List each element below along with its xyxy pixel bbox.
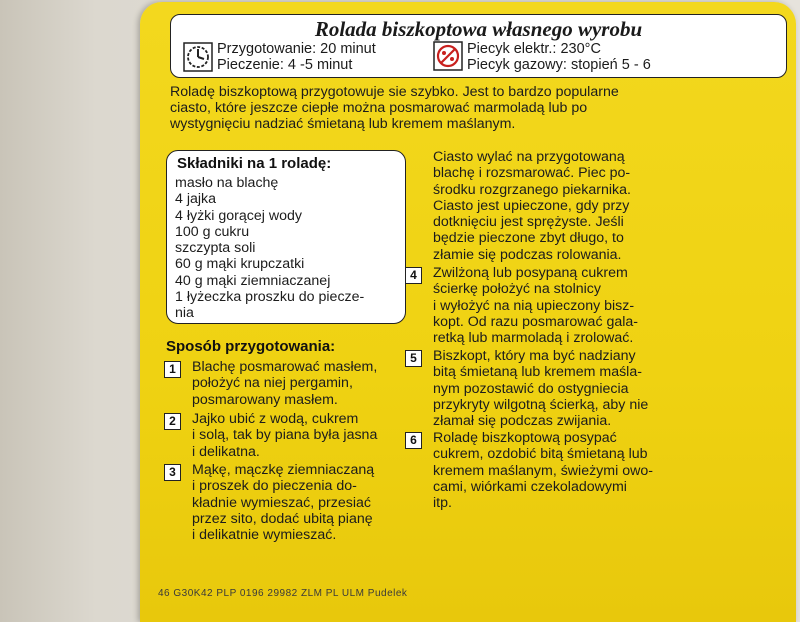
step-text: [192, 411, 402, 460]
step-line: cukrem, ozdobić bitą śmietaną lub: [433, 446, 648, 463]
step-text: [192, 462, 402, 543]
oven-temperature-icon: [433, 41, 463, 71]
step-line: Roladę biszkoptową posypać: [433, 430, 617, 446]
oven-gas-level: Piecyk gazowy: stopień 5 - 6: [467, 57, 651, 73]
ingredients-box: [166, 150, 406, 324]
ingredient-item: szczypta soli: [175, 240, 256, 257]
step-number: 4: [405, 267, 422, 284]
card-footer-code: 46 G30K42 PLP 0196 29982 ZLM PL ULM Pudelek: [158, 588, 408, 599]
recipe-title: Rolada biszkoptowa własnego wyrobu: [314, 17, 643, 41]
ingredient-item: 100 g cukru: [175, 223, 250, 240]
step-line: retką lub marmoladą i zrolować.: [433, 330, 634, 347]
method-title: Sposób przygotowania:: [166, 338, 336, 355]
step-line: Zwilżoną lub posypaną cukrem: [433, 265, 628, 281]
step-number: 2: [164, 413, 181, 430]
step-line: położyć na niej pergamin,: [192, 375, 353, 392]
step-line: i delikatna.: [192, 443, 260, 460]
step-line: cami, wiórkami czekoladowymi: [433, 478, 627, 495]
intro-line: ciasto, które jeszcze ciepłe można posmarować marmoladą lub po: [170, 100, 588, 116]
step-line: dotknięciu jest sprężyste. Jeśli: [433, 214, 624, 231]
step-line: itp.: [433, 495, 452, 512]
step-number: 6: [405, 432, 422, 449]
step-text: [192, 359, 402, 408]
bake-time: Pieczenie: 4 -5 minut: [217, 57, 353, 73]
step-line: kładnie wymieszać, przesiać: [192, 494, 371, 511]
step-number: 1: [164, 361, 181, 378]
step-line: środku rozgrzanego piekarnika.: [433, 181, 631, 198]
step-line: przykryty wilgotną ścierką, aby nie: [433, 396, 649, 413]
step-line: i wyłożyć na nią upieczony bisz-: [433, 297, 635, 314]
step-line: kremem maślanym, świeżymi owo-: [433, 462, 653, 479]
intro-line: wystygnięciu nadziać śmietaną lub kremem maślanym.: [170, 116, 516, 132]
step-line: Blachę posmarować masłem,: [192, 359, 378, 375]
step-line: kopt. Od razu posmarować gala-: [433, 313, 639, 330]
step-line: i delikatnie wymieszać.: [192, 527, 337, 544]
ingredient-item: 40 g mąki ziemniaczanej: [175, 272, 331, 289]
step-line: będzie pieczone zbyt długo, to: [433, 230, 624, 247]
ingredient-item: 4 jajka: [175, 191, 217, 208]
step-line: posmarowany masłem.: [192, 391, 338, 408]
ingredient-item: nia: [175, 305, 194, 322]
recipe-header-box: [170, 14, 787, 78]
ingredient-item: 1 łyżeczka proszku do piecze-: [175, 289, 365, 306]
step-line: Mąkę, mączkę ziemniaczaną: [192, 462, 375, 478]
oven-electric-temp: Piecyk elektr.: 230°C: [467, 41, 601, 57]
prep-time: Przygotowanie: 20 minut: [217, 41, 376, 57]
ingredient-item: 4 łyżki gorącej wody: [175, 207, 302, 224]
step-line: bitą śmietaną lub kremem maśla-: [433, 364, 642, 381]
ingredient-item: masło na blachę: [175, 175, 279, 191]
step-line: nym pozostawić do ostygniecia: [433, 380, 629, 397]
step-number: 5: [405, 350, 422, 367]
clock-icon: [183, 42, 213, 72]
step-line: Ciasto wylać na przygotowaną: [433, 149, 625, 165]
step-text: [433, 265, 665, 346]
step-text: [433, 430, 665, 511]
ingredient-item: 60 g mąki krupczatki: [175, 256, 305, 273]
step-text: [433, 149, 665, 263]
step-line: blachę i rozsmarować. Piec po-: [433, 165, 631, 182]
step-number: 3: [164, 464, 181, 481]
step-line: Ciasto jest upieczone, gdy przy: [433, 197, 630, 214]
intro-text: [170, 84, 770, 132]
recipe-card: [140, 2, 796, 622]
step-line: i solą, tak by piana była jasna: [192, 427, 378, 444]
ingredients-list: [175, 175, 364, 322]
step-line: przez sito, dodać ubitą pianę: [192, 510, 373, 527]
step-line: i proszek do pieczenia do-: [192, 478, 357, 495]
step-line: ścierkę położyć na stolnicy: [433, 281, 601, 298]
step-line: złamał się podczas zwijania.: [433, 413, 612, 430]
step-text: [433, 348, 665, 429]
ingredients-title: Składniki na 1 roladę:: [177, 155, 332, 172]
step-line: Jajko ubić z wodą, cukrem: [192, 411, 359, 427]
intro-line: Roladę biszkoptową przygotowuje sie szybko. Jest to bardzo popularne: [170, 84, 619, 100]
step-line: Biszkopt, który ma być nadziany: [433, 348, 636, 364]
step-line: złamie się podczas rolowania.: [433, 246, 622, 263]
